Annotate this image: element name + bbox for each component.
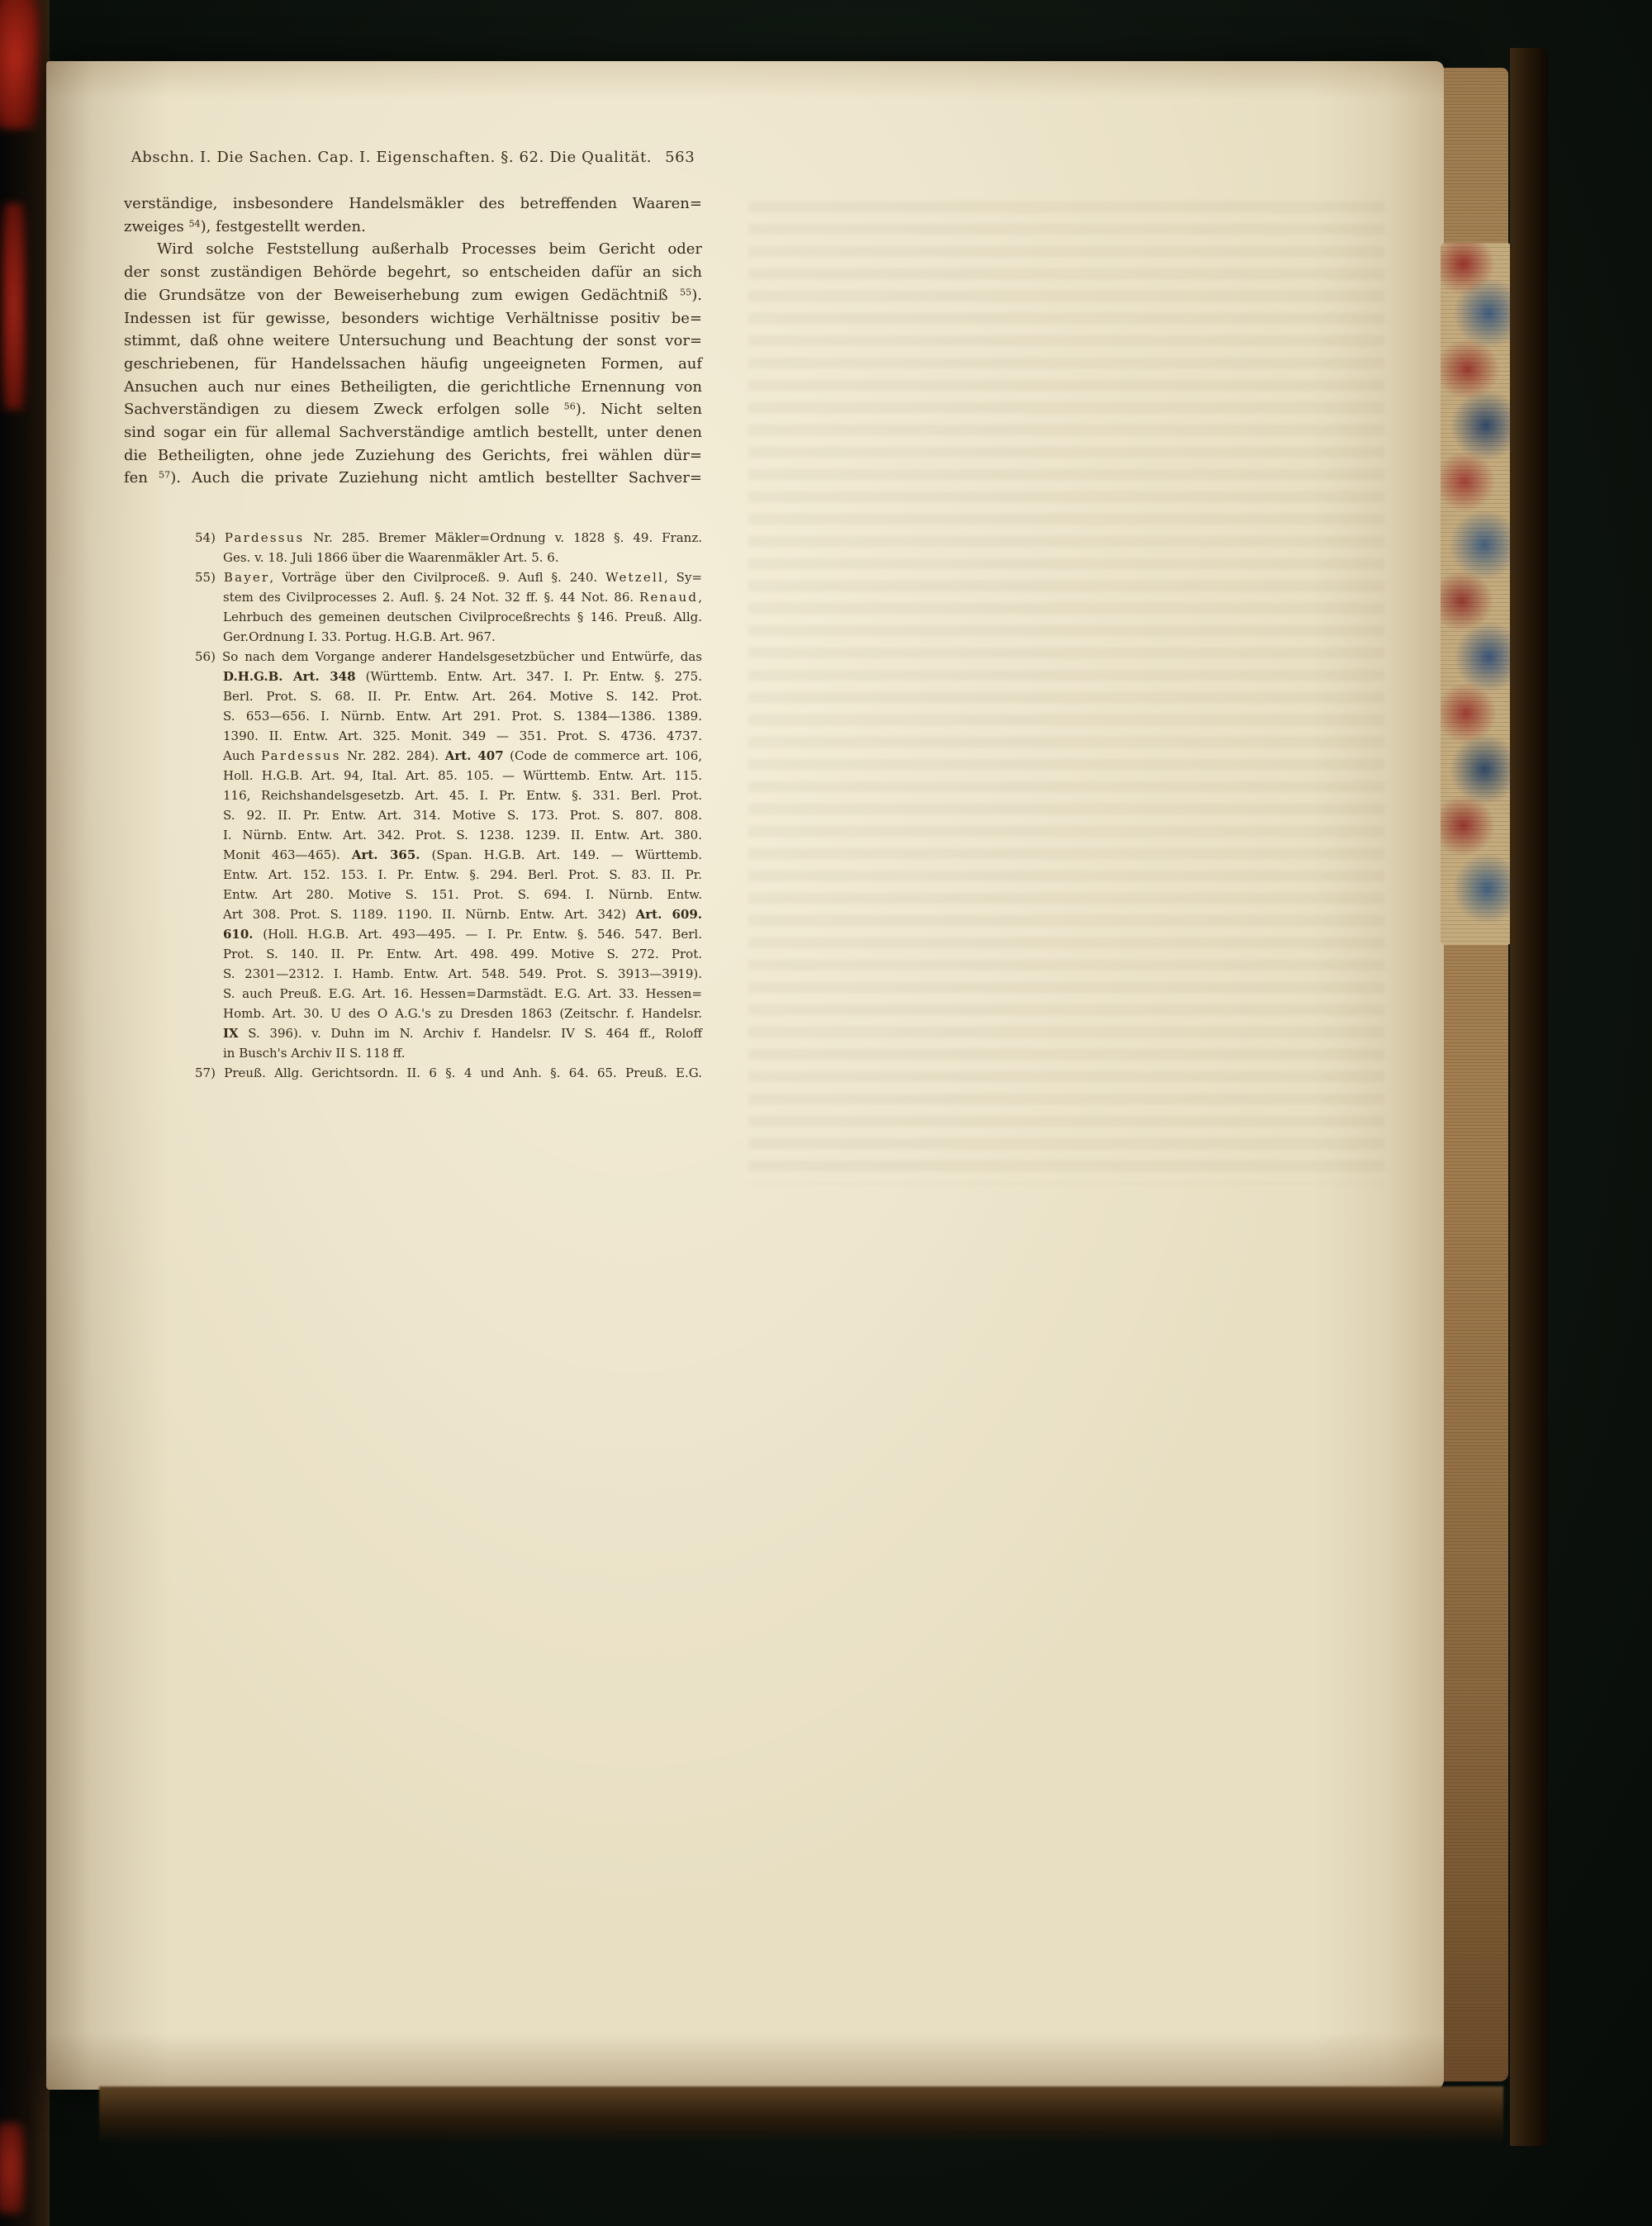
footnote-reference: 56 [563, 401, 576, 412]
text-line [124, 284, 702, 307]
book-page [46, 61, 1444, 2090]
text-segment: die Grundsätze von der Beweiserhebung zum ewigen Gedächtniß [124, 286, 681, 304]
text-segment: IX [223, 1026, 239, 1042]
text-segment: 56) So nach dem Vorgange anderer Handelsgesetzbücher und Entwürfe, das [195, 649, 702, 665]
text-segment: S. 2301—2312. I. Hamb. Entw. Art. 548. 549. Prot. S. 3913—3919). [223, 966, 702, 982]
text-line [223, 944, 702, 964]
text-line [124, 353, 702, 376]
text-segment: 1390. II. Entw. Art. 325. Monit. 349 — 351. Prot. S. 4736. 4737. [223, 729, 702, 744]
footnote-reference: 54 [188, 218, 201, 230]
text-segment: Homb. Art. 30. U des O A.G.'s zu Dresden 1863 (Zeitschr. f. Handelsr. [223, 1006, 702, 1022]
text-line [223, 726, 702, 746]
text-segment: , [698, 590, 702, 605]
text-segment: Ges. v. 18. Juli 1866 über die Waarenmäkler Art. 5. 6. [223, 550, 559, 566]
text-line [223, 746, 702, 766]
text-segment: ), festgestellt werden. [200, 217, 366, 235]
text-segment: ). Nicht selten [575, 401, 702, 419]
text-segment: die Betheiligten, ohne jede Zuziehung des Gerichts, frei wählen dür= [124, 446, 702, 464]
text-segment: Ger.Ordnung I. 33. Portug. H.G.B. Art. 967. [223, 629, 496, 645]
text-line [124, 376, 702, 399]
page-number: 563 [665, 149, 695, 166]
back-cover-edge [1510, 48, 1548, 2146]
text-column [124, 149, 702, 1083]
text-line [223, 825, 702, 845]
text-segment: Entw. Art 280. Motive S. 151. Prot. S. 694. I. Nürnb. Entw. [223, 887, 702, 903]
text-segment: Sachverständigen zu diesem Zweck erfolgen solle [124, 401, 564, 419]
text-segment: (Span. H.G.B. Art. 149. — Württemb. [420, 847, 703, 863]
text-segment: S. auch Preuß. E.G. Art. 16. Hessen=Darmstädt. E.G. Art. 33. Hessen= [223, 986, 702, 1002]
text-line [124, 330, 702, 353]
text-segment: zweiges [124, 217, 189, 235]
text-line [223, 865, 702, 885]
footnotes [124, 528, 702, 1083]
text-segment: Ansuchen auch nur eines Betheiligten, die gerichtliche Ernennung von [124, 377, 702, 396]
text-line [223, 766, 702, 786]
text-line [223, 667, 702, 686]
text-segment: Lehrbuch des gemeinen deutschen Civilproceßrechts § 146. Preuß. Allg. [223, 610, 702, 625]
text-segment: Renaud [638, 590, 699, 605]
text-line [195, 1063, 702, 1083]
text-segment: Holl. H.G.B. Art. 94, Ital. Art. 85. 105. — Württemb. Entw. Art. 115. [223, 768, 702, 784]
text-line [124, 238, 702, 261]
text-segment: S. 92. II. Pr. Entw. Art. 314. Motive S. 173. Prot. S. 807. 808. [223, 808, 702, 823]
text-segment: verständige, insbesondere Handelsmäkler des betreffenden Waaren= [124, 195, 702, 212]
text-segment: Wetzell [605, 570, 664, 586]
text-segment: Monit 463—465). [223, 847, 352, 863]
text-segment: Berl. Prot. S. 68. II. Pr. Entw. Art. 264. Motive S. 142. Prot. [223, 689, 702, 705]
text-segment: Pardessus [224, 530, 305, 546]
text-segment: Art 308. Prot. S. 1189. 1190. II. Nürnb. Entw. Art. 342) [223, 907, 636, 923]
text-segment: stem des Civilprocesses 2. Aufl. §. 24 Not. 32 ff. §. 44 Not. 86. [223, 590, 639, 605]
text-line [223, 1023, 702, 1043]
text-segment: Entw. Art. 152. 153. I. Pr. Entw. §. 294. Berl. Prot. S. 83. II. Pr. [223, 867, 702, 883]
text-segment: sind sogar ein für allemal Sachverständige amtlich bestellt, unter denen [124, 424, 702, 442]
text-segment: Bayer [223, 570, 270, 586]
text-segment: Art. 407 [444, 748, 504, 764]
text-line [223, 964, 702, 984]
body-text [124, 192, 702, 490]
red-edge-mark [0, 2123, 25, 2214]
text-segment: Wird solche Feststellung außerhalb Processes beim Gericht oder [157, 240, 702, 259]
text-segment: S. 653—656. I. Nürnb. Entw. Art 291. Prot. S. 1384—1386. 1389. [223, 709, 702, 724]
text-segment: (Holl. H.G.B. Art. 493—495. — I. Pr. Entw. §. 546. 547. Berl. [253, 927, 702, 942]
text-line [124, 421, 702, 444]
text-segment: ). [691, 286, 702, 304]
text-line [223, 984, 702, 1004]
text-segment: fen [124, 469, 159, 487]
text-segment: Art. 609. [635, 907, 702, 923]
text-segment: stimmt, daß ohne weitere Untersuchung und Beachtung der sonst vor= [124, 332, 702, 350]
text-line [195, 647, 702, 667]
text-line [223, 587, 702, 607]
text-line [223, 805, 702, 825]
text-line [124, 261, 702, 284]
text-segment: I. Nürnb. Entw. Art. 342. Prot. S. 1238. 1239. II. Entw. Art. 380. [223, 828, 702, 843]
footnote-reference: 55 [680, 287, 692, 298]
text-line [223, 924, 702, 944]
text-segment: , Sy= [663, 570, 702, 586]
text-segment: (Code de commerce art. 106, [503, 748, 703, 764]
page-block-bottom-edge [99, 2086, 1503, 2144]
footnote-reference: 57 [159, 469, 171, 481]
text-segment: D.H.G.B. Art. 348 [223, 669, 356, 685]
text-line [195, 528, 702, 548]
text-line [223, 845, 702, 865]
text-line [223, 627, 702, 647]
red-edge-mark [2, 203, 26, 410]
text-segment: Nr. 285. Bremer Mäkler=Ordnung v. 1828 §. 49. Franz. [304, 530, 702, 546]
footnote-55 [195, 567, 702, 647]
text-segment: S. 396). v. Duhn im N. Archiv f. Handelsr. IV S. 464 ff., Roloff [238, 1026, 702, 1042]
bleed-through-texture [748, 202, 1384, 1184]
text-line [124, 398, 702, 421]
marbled-edge-decoration [1441, 243, 1512, 945]
text-line [223, 904, 702, 924]
text-segment: Indessen ist für gewisse, besonders wichtige Verhältnisse positiv be= [124, 309, 702, 327]
text-line [223, 1043, 702, 1063]
text-line [223, 607, 702, 627]
text-line [223, 548, 702, 567]
text-line [223, 1004, 702, 1023]
text-segment: Prot. S. 140. II. Pr. Entw. Art. 498. 499. Motive S. 272. Prot. [223, 947, 702, 962]
text-segment: Art. 365. [351, 847, 420, 863]
text-segment: ). Auch die private Zuziehung nicht amtlich bestellter Sachver= [170, 469, 702, 487]
text-segment: 57) Preuß. Allg. Gerichtsordn. II. 6 §. 4 und Anh. §. 64. 65. Preuß. E.G. [195, 1066, 702, 1081]
text-line [124, 192, 702, 216]
text-segment: 610. [223, 927, 254, 942]
text-line [124, 467, 702, 490]
footnote-54 [195, 528, 702, 567]
text-segment: 54) [195, 530, 225, 546]
text-line [223, 885, 702, 904]
text-segment: Pardessus [261, 748, 341, 764]
text-segment: geschriebenen, für Handelssachen häufig ungeeigneten Formen, auf [124, 354, 702, 373]
text-line [124, 307, 702, 330]
footnote-56 [195, 647, 703, 1063]
text-segment: 116, Reichshandelsgesetzb. Art. 45. I. Pr. Entw. §. 331. Berl. Prot. [223, 788, 702, 804]
text-segment: Nr. 282. 284). [340, 748, 445, 764]
text-segment: Auch [223, 748, 262, 764]
text-line [223, 786, 702, 805]
text-segment: in Busch's Archiv II S. 118 ff. [223, 1046, 406, 1061]
text-line [223, 686, 702, 706]
running-header [124, 149, 702, 166]
text-line [124, 444, 702, 468]
text-segment: 55) [195, 570, 224, 586]
text-line [223, 706, 702, 726]
footnote-57 [195, 1063, 702, 1083]
text-segment: (Württemb. Entw. Art. 347. I. Pr. Entw. §. 275. [355, 669, 702, 685]
text-segment: der sonst zuständigen Behörde begehrt, so entscheiden dafür an sich [124, 263, 702, 282]
text-line [124, 216, 702, 239]
text-segment: , Vorträge über den Civilproceß. 9. Aufl §. 240. [269, 570, 606, 586]
red-edge-mark [0, 0, 40, 129]
text-line [195, 567, 702, 587]
header-title: Abschn. I. Die Sachen. Cap. I. Eigenschaften. §. 62. Die Qualität. [131, 149, 653, 166]
